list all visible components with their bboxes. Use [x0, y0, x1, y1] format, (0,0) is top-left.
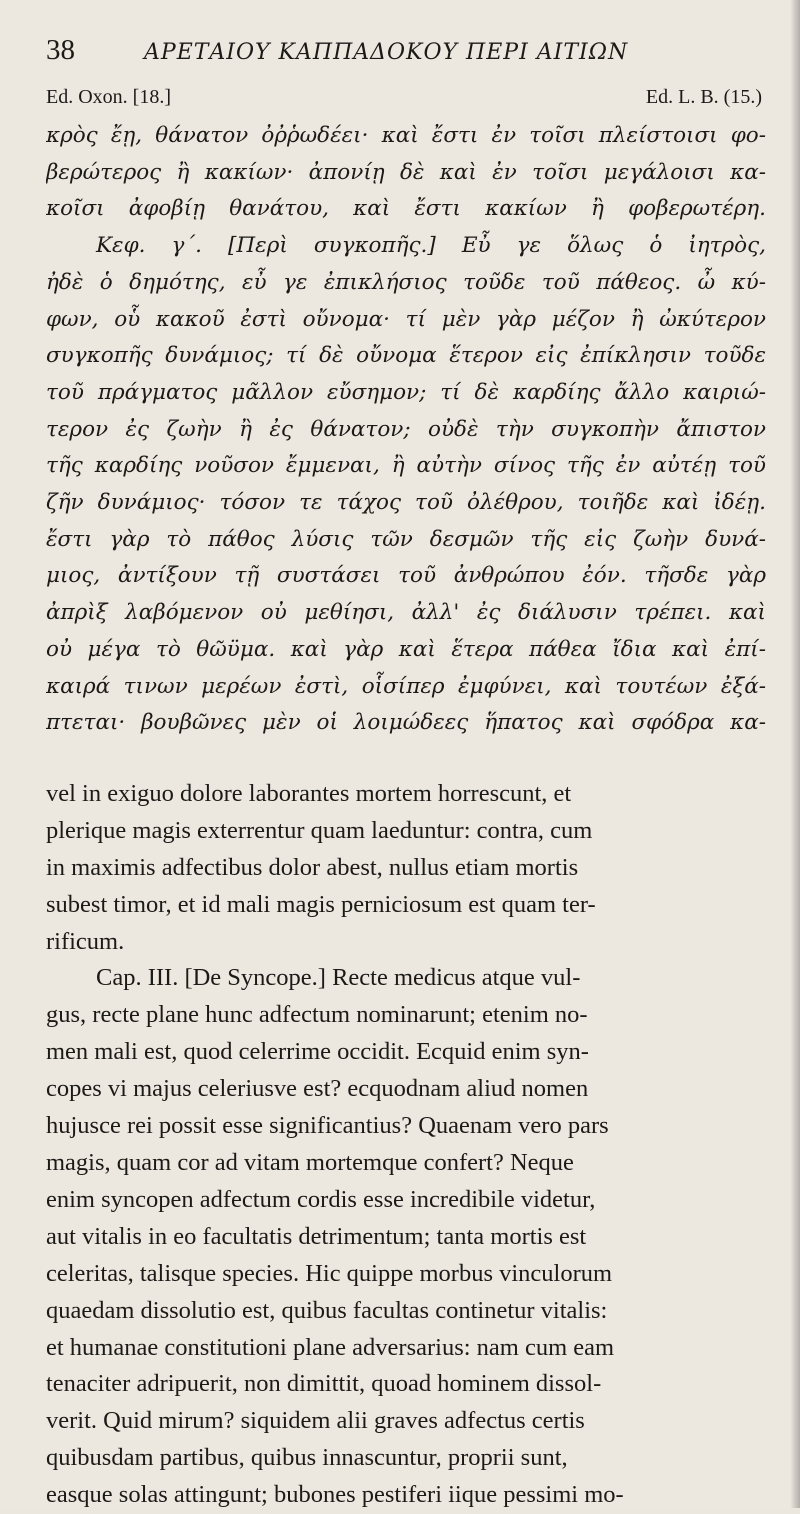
- latin-text-line: easque solas attingunt; bubones pestiferi iique pessimi mo-: [46, 1481, 624, 1509]
- greek-text-line: βερώτερος ἢ κακίων· ἀπονίῃ δὲ καὶ ἐν τοῖσι μεγάλοισι κα-: [46, 159, 766, 185]
- latin-text-line: quaedam dissolutio est, quibus facultas continetur vitalis:: [46, 1296, 608, 1324]
- greek-text-line: κρὸς ἔῃ, θάνατον ὀῤῥωδέει· καὶ ἔστι ἐν τοῖσι πλείστοισι φο-: [46, 123, 766, 148]
- page-edge-shadow: [790, 0, 800, 1508]
- latin-text-line: celeritas, talisque species. Hic quippe morbus vinculorum: [46, 1259, 613, 1287]
- latin-text-line: quibusdam partibus, quibus innascuntur, proprii sunt,: [46, 1444, 568, 1472]
- greek-text-line: τῆς καρδίης νοῦσον ἔμμεναι, ἢ αὐτὴν σίνος τῆς ἐν αὐτέῃ τοῦ: [46, 453, 766, 479]
- latin-text-line: enim syncopen adfectum cordis esse incredibile videtur,: [46, 1185, 596, 1213]
- latin-text-line: hujusce rei possit esse significantius? Quaenam vero pars: [46, 1112, 609, 1140]
- greek-text-line: μιος, ἀντίξουν τῇ συστάσει τοῦ ἀνθρώπου ἐόν. τῆσδε γὰρ: [46, 563, 766, 589]
- greek-text-line: τοῦ πράγματος μᾶλλον εὔσημον; τί δὲ καρδίης ἄλλο καιριώ-: [46, 379, 766, 405]
- running-title: ΑΡΕΤΑΙΟΥ ΚΑΠΠΑΔΟΚΟΥ ΠΕΡΙ ΑΙΤΙΩΝ: [144, 40, 629, 65]
- latin-text-line: plerique magis exterrentur quam laeduntur: contra, cum: [46, 816, 593, 844]
- greek-text-line: συγκοπῆς δυνάμιος; τί δὲ οὔνομα ἕτερον εἰς ἐπίκλησιν τοῦδε: [46, 343, 766, 369]
- latin-text-line: gus, recte plane hunc adfectum nominarunt; etenim no-: [46, 1001, 588, 1029]
- latin-text-line: vel in exiguo dolore laborantes mortem horrescunt, et: [46, 779, 572, 807]
- greek-text-line: πτεται· βουβῶνες μὲν οἱ λοιμώδεες ἥπατος καὶ σφόδρα κα-: [46, 710, 766, 736]
- greek-text-line: ζῆν δυνάμιος· τόσον τε τάχος τοῦ ὀλέθρου, τοιῆδε καὶ ἰδέῃ.: [46, 490, 766, 516]
- edition-oxford: Ed. Oxon. [18.]: [46, 86, 171, 108]
- latin-text-line: in maximis adfectibus dolor abest, nullus etiam mortis: [46, 853, 579, 881]
- edition-leiden: Ed. L. B. (15.): [645, 86, 762, 108]
- greek-text-line: τερον ἐς ζωὴν ἢ ἐς θάνατον; οὐδὲ τὴν συγκοπὴν ἄπιστον: [46, 416, 766, 442]
- greek-text-line: Κεφ. γ΄. [Περὶ συγκοπῆς.] Εὖ γε ὅλως ὁ ἰητρὸς,: [96, 233, 766, 259]
- latin-text-line: Cap. III. [De Syncope.] Recte medicus atque vul-: [96, 964, 581, 992]
- greek-text-line: ἀπρὶξ λαβόμενον οὐ μεθίησι, ἀλλ' ἐς διάλυσιν τρέπει. καὶ: [46, 600, 766, 626]
- greek-text-line: κοῖσι ἀφοβίῃ θανάτου, καὶ ἔστι κακίων ἢ φοβερωτέρη.: [46, 196, 766, 222]
- greek-text-block: [46, 118, 766, 742]
- latin-text-line: rificum.: [46, 927, 125, 955]
- latin-text-line: men mali est, quod celerrime occidit. Ecquid enim syn-: [46, 1038, 589, 1066]
- latin-text-line: tenaciter adripuerit, non dimittit, quoad hominem dissol-: [46, 1370, 602, 1398]
- greek-text-line: οὐ μέγα τὸ θῶϋμα. καὶ γὰρ καὶ ἕτερα πάθεα ἴδια καὶ ἐπί-: [46, 636, 766, 662]
- greek-text-line: ἠδὲ ὁ δημότης, εὖ γε ἐπικλήσιος τοῦδε τοῦ πάθεος. ὦ κύ-: [46, 269, 766, 295]
- latin-text-line: copes vi majus celeriusve est? ecquodnam aliud nomen: [46, 1075, 589, 1103]
- latin-text-line: aut vitalis in eo facultatis detrimentum; tanta mortis est: [46, 1222, 587, 1250]
- latin-text-line: subest timor, et id mali magis perniciosum est quam ter-: [46, 890, 596, 918]
- greek-text-line: ἔστι γὰρ τὸ πάθος λύσις τῶν δεσμῶν τῆς εἰς ζωὴν δυνά-: [46, 526, 766, 552]
- latin-text-line: verit. Quid mirum? siquidem alii graves adfectus certis: [46, 1407, 585, 1435]
- running-head: [46, 34, 766, 86]
- latin-text-line: et humanae constitutioni plane adversarius: nam cum eam: [46, 1333, 615, 1361]
- greek-text-line: φων, οὗ κακοῦ ἐστὶ οὔνομα· τί μὲν γὰρ μέζον ἢ ὠκύτερον: [46, 306, 766, 332]
- latin-text-line: magis, quam cor ad vitam mortemque confert? Neque: [46, 1149, 574, 1177]
- page-number: 38: [46, 34, 75, 66]
- greek-text-line: καιρά τινων μερέων ἐστὶ, οἷσίπερ ἐμφύνει, καὶ τουτέων ἐξά-: [46, 673, 766, 699]
- edition-references: [46, 86, 766, 116]
- latin-text-block: [46, 776, 766, 1514]
